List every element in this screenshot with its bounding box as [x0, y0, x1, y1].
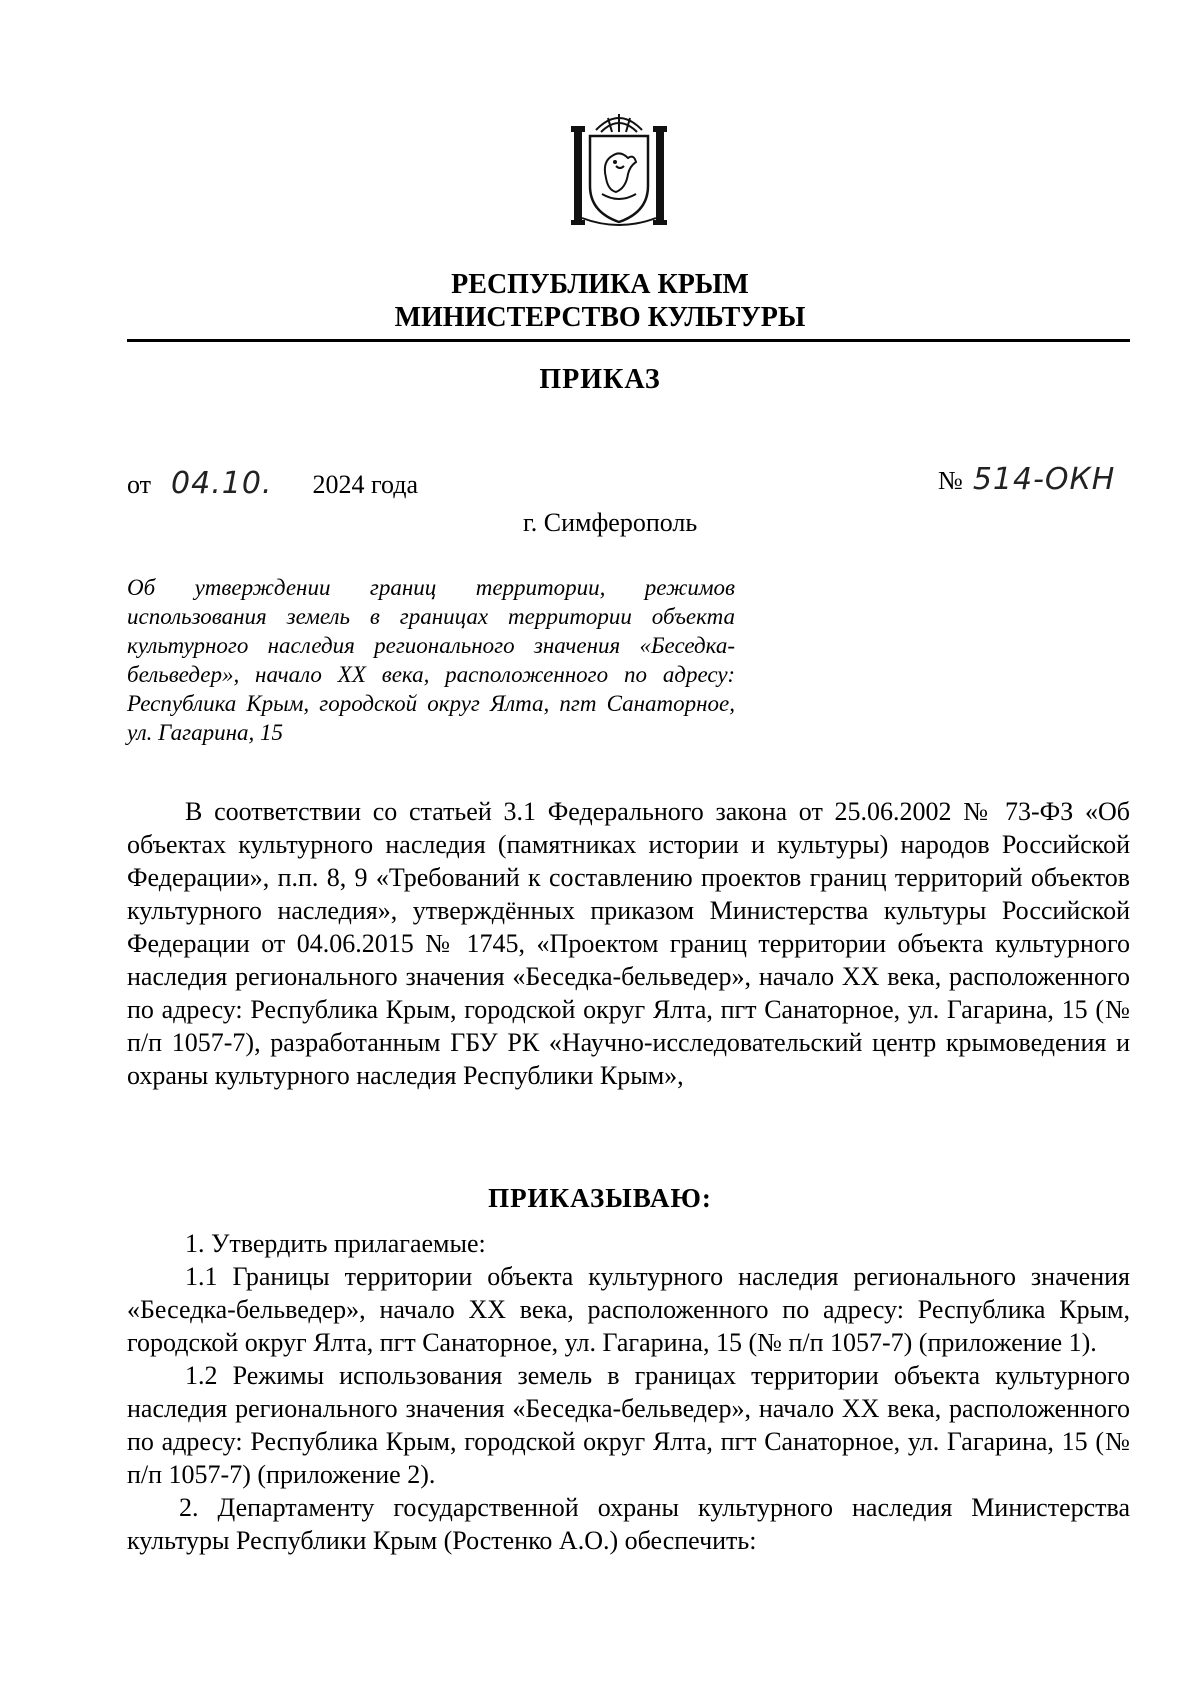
- republic-title: РЕСПУБЛИКА КРЫМ: [451, 269, 749, 300]
- item-1: 1. Утвердить прилагаемые:: [185, 1229, 486, 1258]
- city-line: г. Симферополь: [523, 508, 698, 537]
- document-type-title: ПРИКАЗ: [539, 364, 661, 395]
- ministry-title: МИНИСТЕРСТВО КУЛЬТУРЫ: [394, 302, 806, 333]
- order-subject: Об утверждении границ территории, режимов использования земель в границах территории объекта культурного наследия регионального значения «Беседка-бельведер», начало XX века, расположенного по адресу: Республика Крым, городской округ Ялта, пгт Санаторное, ул. Гагарина, 15: [127, 575, 735, 745]
- item-1-1: 1.1 Границы территории объекта культурного наследия регионального значения «Беседка-бельведер», начало XX века, расположенного по адресу: Республика Крым, городской округ Ялта, пгт Санаторное, ул. Гагарина, 15 (№ п/п 1057-7) (приложение 1).: [127, 1262, 1130, 1357]
- number-prefix: №: [938, 466, 963, 495]
- date-year: 2024 года: [312, 470, 418, 499]
- item-2: 2. Департаменту государственной охраны культурного наследия Министерства культуры Республики Крым (Ростенко А.О.) обеспечить:: [127, 1493, 1130, 1555]
- decree-heading: ПРИКАЗЫВАЮ:: [488, 1183, 712, 1213]
- order-number: [938, 462, 1115, 497]
- handwritten-date: 04.10.: [171, 466, 273, 501]
- preamble-paragraph: В соответствии со статьей 3.1 Федерального закона от 25.06.2002 № 73-ФЗ «Об объектах культурного наследия (памятниках истории и культуры) народов Российской Федерации», п.п. 8, 9 «Требований к составлению проектов границ территорий объектов культурного наследия», утверждённых приказом Министерства культуры Российской Федерации от 04.06.2015 № 1745, «Проектом границ территории объекта культурного наследия регионального значения «Беседка-бельведер», начало XX века, расположенного по адресу: Республика Крым, городской округ Ялта, пгт Санаторное, ул. Гагарина, 15 (№ п/п 1057-7), разработанным ГБУ РК «Научно-исследовательский центр крымоведения и охраны культурного наследия Республики Крым»,: [127, 797, 1130, 1090]
- handwritten-number: 514-ОКН: [972, 462, 1116, 497]
- header-divider: [127, 339, 1130, 342]
- order-items: [127, 1227, 1130, 1557]
- date-prefix: от: [127, 470, 152, 499]
- date-line: [127, 466, 418, 501]
- crimea-coat-of-arms-emblem: [568, 108, 670, 232]
- item-1-2: 1.2 Режимы использования земель в границах территории объекта культурного наследия регионального значения «Беседка-бельведер», начало XX века, расположенного по адресу: Республика Крым, городской округ Ялта, пгт Санаторное, ул. Гагарина, 15 (№ п/п 1057-7) (приложение 2).: [127, 1361, 1130, 1489]
